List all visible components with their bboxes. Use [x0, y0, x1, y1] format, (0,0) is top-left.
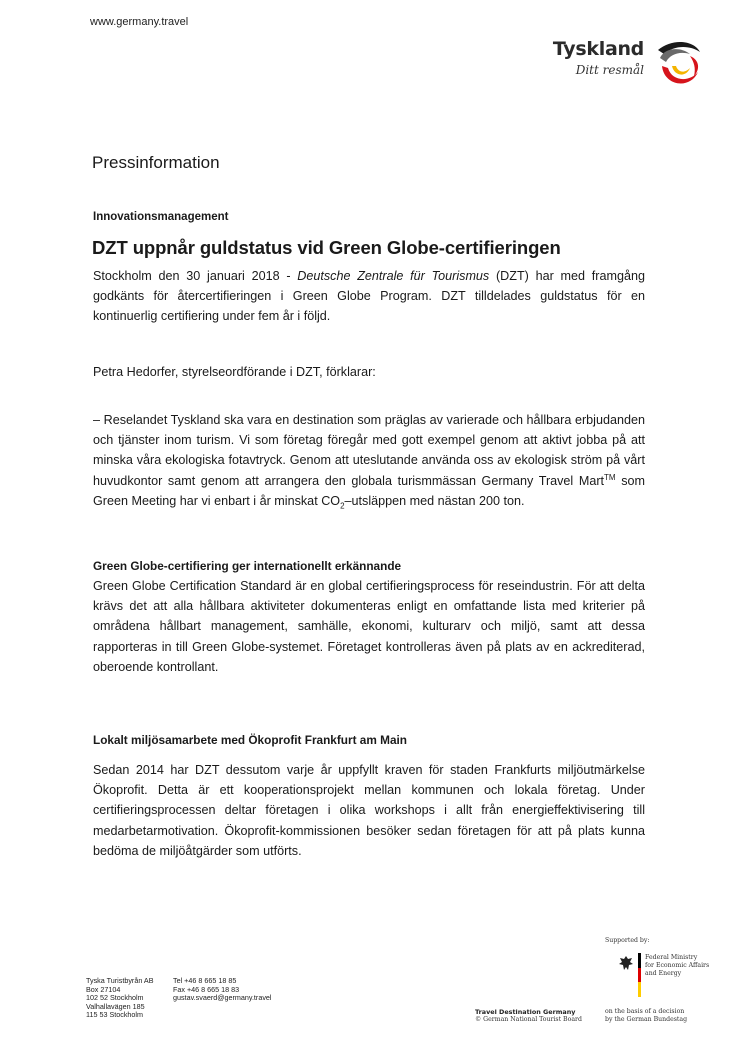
website-url: www.germany.travel [90, 16, 189, 28]
footer-contact: Tel +46 8 665 18 85 Fax +46 8 665 18 83 gustav.svaerd@germany.travel [173, 976, 272, 1003]
section3-title: Lokalt miljösamarbete med Ökoprofit Frankfurt am Main [93, 733, 407, 747]
german-flag-bar [638, 953, 641, 997]
footer-address: Tyska Turistbyrån AB Box 27104 102 52 Stockholm Valhallavägen 185 115 53 Stockholm [86, 976, 154, 1020]
co2-subscript: 2 [340, 501, 345, 511]
swirl-logo-icon [650, 36, 706, 92]
press-label: Pressinformation [92, 153, 220, 172]
email-link[interactable]: gustav.svaerd@germany.travel [173, 993, 272, 1003]
headline: DZT uppnår guldstatus vid Green Globe-certifieringen [92, 237, 561, 258]
logo-word: Tyskland [552, 38, 644, 60]
intro-paragraph: Stockholm den 30 januari 2018 - Deutsche Zentrale für Tourismus (DZT) har med framgång godkänts för återcertifieringen i Green Globe Program. DZT tilldelades guldstatus för en kontinuerlig certifiering under fem år i följd. [93, 269, 645, 324]
section-label: Innovationsmanagement [93, 211, 229, 223]
quote-paragraph: – Reselandet Tyskland ska vara en destination som präglas av varierade och hållbara erbjudanden och tjänster inom turism. Vi som företag föregår med gott exempel genom att aktivt jobba på att minska våra ekologiska fotavtryck. Genom att uteslutande använda oss av ekologisk ström på vårt huvudkontor samt genom att arrangera den globala turismmässan Germany Travel Mart™ som Green Meeting har vi enbart i år minskat $CO_2$–utsläppen med nästan 200 ton. [93, 413, 645, 511]
logo-tagline: Ditt resmål [575, 63, 644, 77]
organisation-name: Deutsche Zentrale für Tourismus [297, 269, 490, 283]
ministry-name: Federal Ministry for Economic Affairs and Energy [645, 954, 710, 977]
eagle-icon [618, 955, 634, 971]
bundestag-basis-note: on the basis of a decision by the German Bundestag [605, 1008, 688, 1023]
trademark-mark: TM [604, 472, 616, 482]
section3-body: Sedan 2014 har DZT dessutom varje år uppfyllt kraven för staden Frankfurts miljöutmärkelse Ökoprofit. Detta är ett kooperationsprojekt mellan kommunen och lokala företag. Under certifieringsprocessen deltar företagen i olika workshops i allt från energieffektivisering till medarbetarmotivation. Ökoprofit-kommissionen besöker sedan företagen för att på plats kunna bedöma de miljöåtgärder som utförts. [93, 763, 645, 858]
section2-body: Green Globe Certification Standard är en global certifieringsprocess för reseindustrin. För att delta krävs det att alla hållbara aktiviteter dokumenteras enligt en omfattande lista med kriterier på områdena hållbart management, samhälle, ekonomi, kulturarv och miljö, samt att dessa rapporteras in till Green Globe-systemet. Företaget kontrolleras även på plats av en ackrediterad, oberoende kontrollant. [93, 579, 645, 674]
travel-destination-germany: Travel Destination Germany © German National Tourist Board [475, 1008, 582, 1023]
section2-title: Green Globe-certifiering ger internationellt erkännande [93, 559, 402, 573]
tyskland-logo [552, 36, 706, 92]
supported-by-label: Supported by: [605, 937, 650, 944]
speaker-line: Petra Hedorfer, styrelseordförande i DZT, förklarar: [93, 365, 376, 379]
ministry-logo [618, 953, 718, 999]
